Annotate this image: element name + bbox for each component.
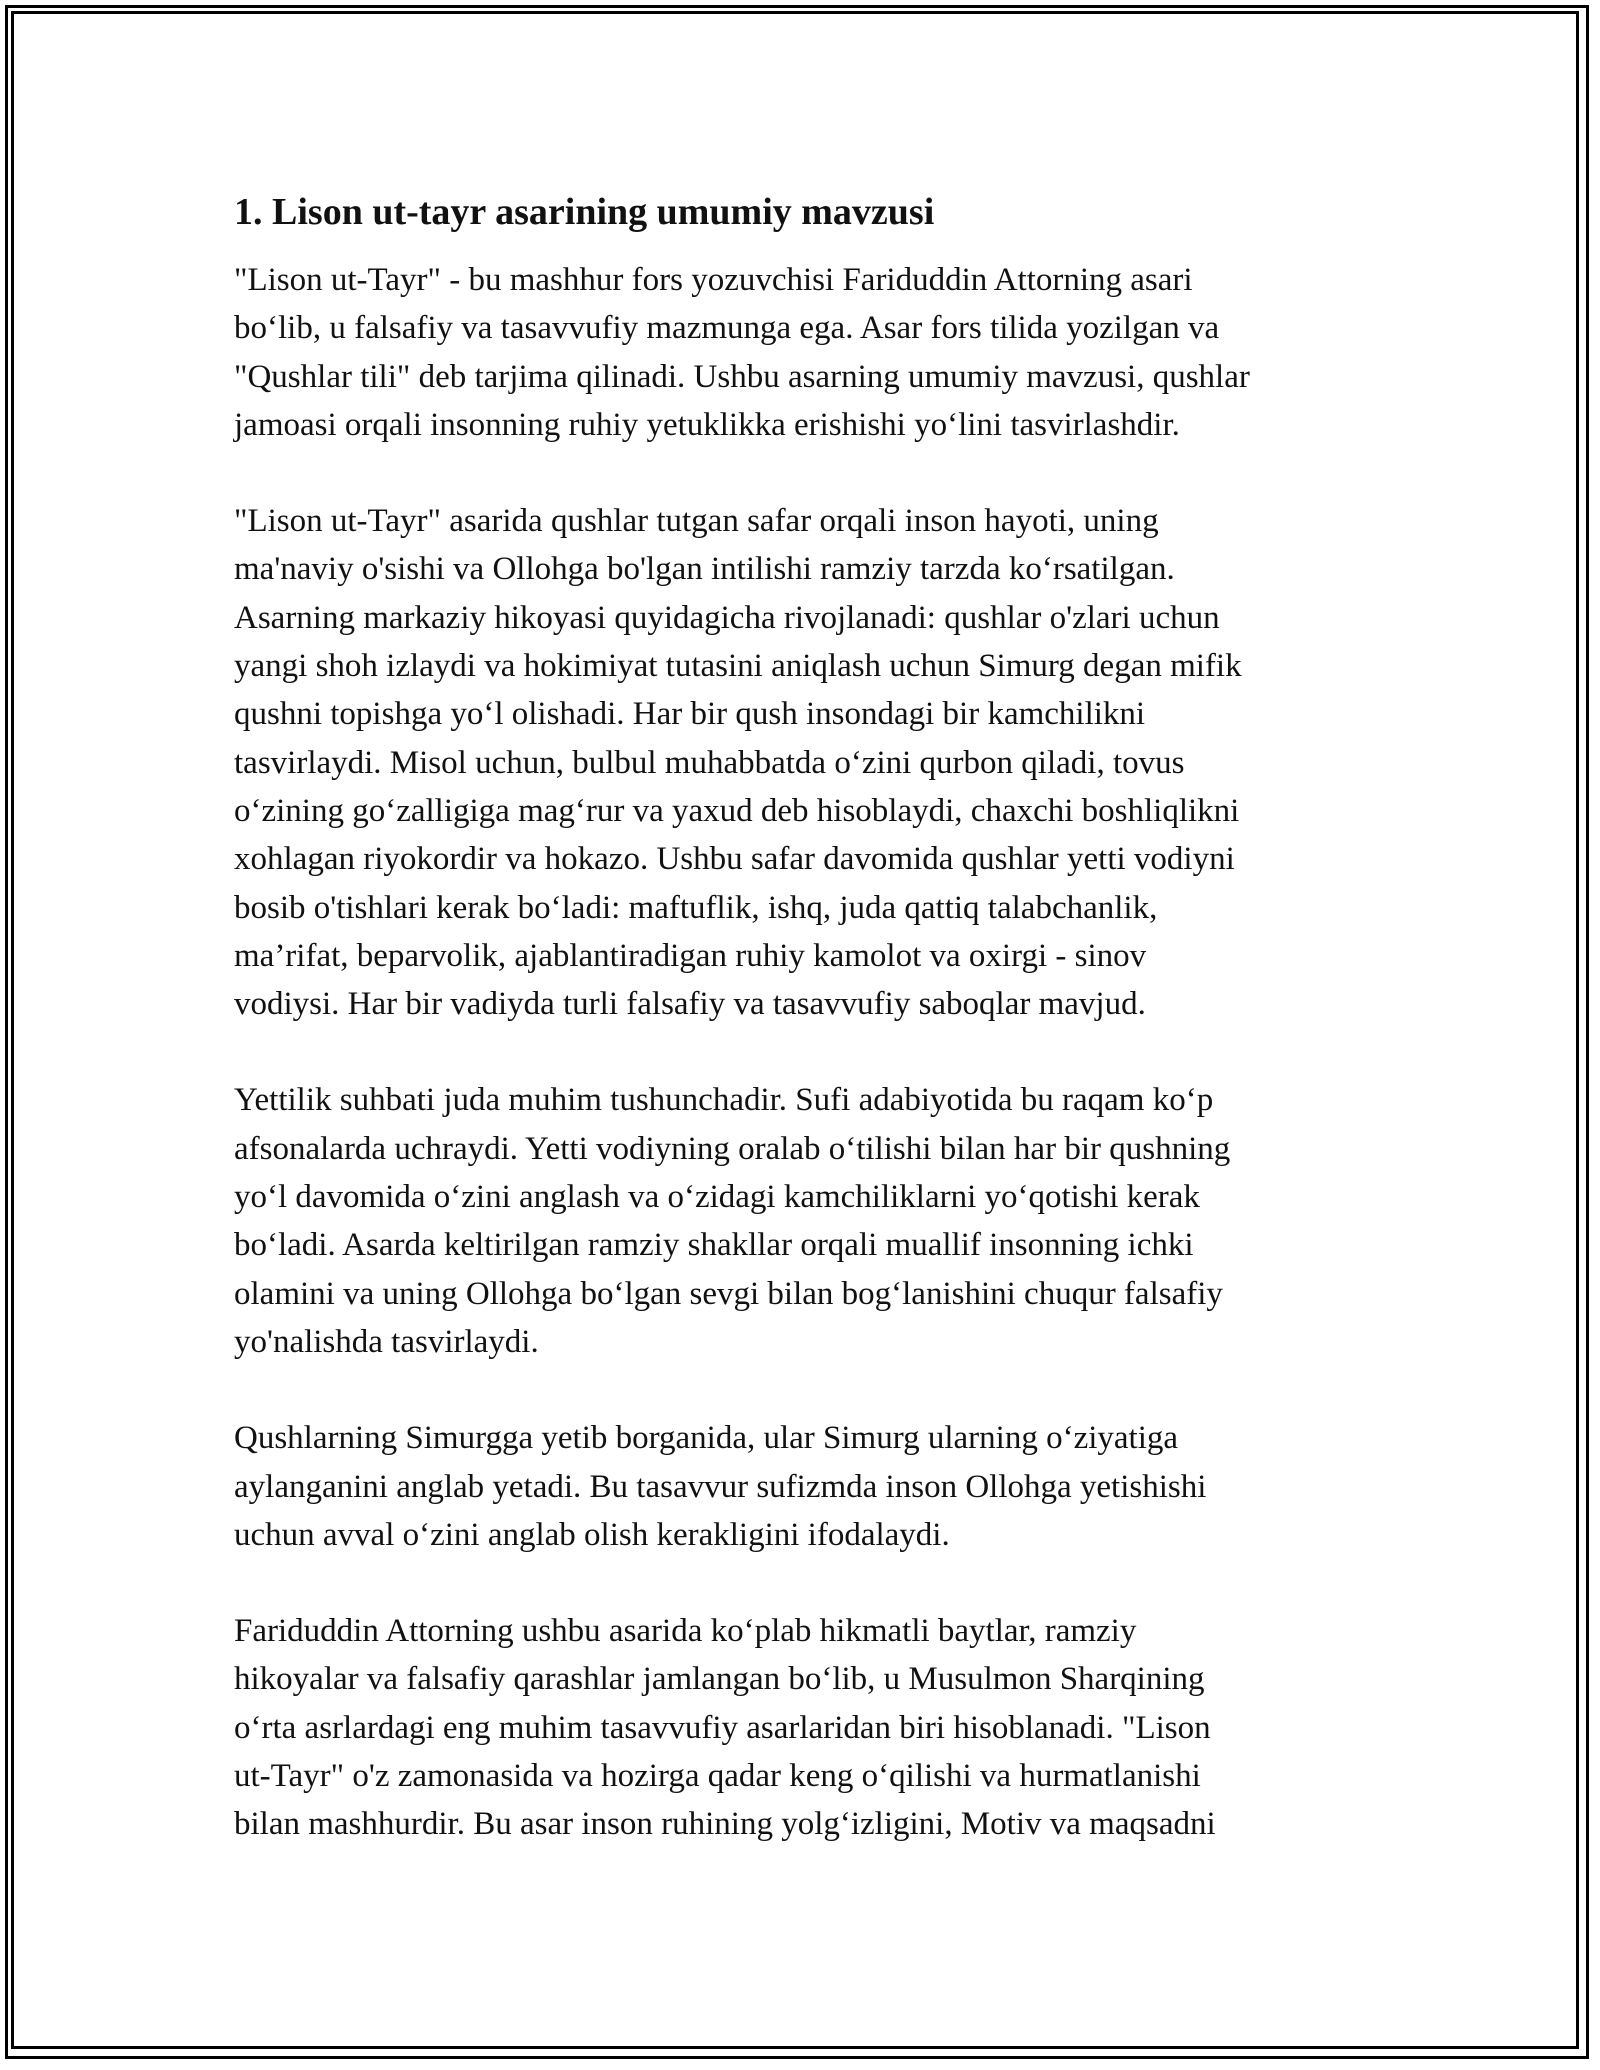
paragraph-line: bo‘ladi. Asarda keltirilgan ramziy shakllar orqali muallif insonning ichki — [234, 1227, 1194, 1264]
paragraph-line: hikoyalar va falsafiy qarashlar jamlangan bo‘lib, u Musulmon Sharqining — [234, 1661, 1205, 1698]
paragraph-line: ma’rifat, beparvolik, ajablantiradigan ruhiy kamolot va oxirgi - sinov — [234, 937, 1147, 974]
paragraph-line: uchun avval o‘zini anglab olish kerakligini ifodalaydi. — [234, 1516, 950, 1553]
paragraph-line: bo‘lib, u falsafiy va tasavvufiy mazmunga ega. Asar fors tilida yozilgan va — [234, 310, 1220, 347]
paragraph-line: bosib o'tishlari kerak bo‘ladi: maftuflik, ishq, juda qattiq talabchanlik, — [234, 889, 1158, 926]
paragraph-line: yangi shoh izlaydi va hokimiyat tutasini aniqlash uchun Simurg degan mifik — [234, 648, 1242, 685]
paragraph-line: xohlagan riyokordir va hokazo. Ushbu safar davomida qushlar yetti vodiyni — [234, 841, 1235, 878]
paragraph-line: Asarning markaziy hikoyasi quyidagicha rivojlanadi: qushlar o'zlari uchun — [234, 599, 1220, 636]
paragraph-line: o‘zining go‘zalligiga mag‘rur va yaxud deb hisoblaydi, chaxchi boshliqlikni — [234, 792, 1240, 829]
paragraph-line: bilan mashhurdir. Bu asar inson ruhining yolg‘izligini, Motiv va maqsadni — [234, 1806, 1216, 1843]
paragraph-line: aylanganini anglab yetadi. Bu tasavvur sufizmda inson Ollohga yetishishi — [234, 1468, 1207, 1505]
paragraph-line: Qushlarning Simurgga yetib borganida, ular Simurg ularning o‘ziyatiga — [234, 1420, 1179, 1457]
paragraph-line: qushni topishga yo‘l olishadi. Har bir qush insondagi bir kamchilikni — [234, 696, 1146, 733]
paragraph — [234, 1607, 1374, 1848]
paragraph-line: ut-Tayr" o'z zamonasida va hozirga qadar keng o‘qilishi va hurmatlanishi — [234, 1758, 1201, 1795]
paragraph-line: vodiysi. Har bir vadiyda turli falsafiy va tasavvufiy saboqlar mavjud. — [234, 986, 1146, 1023]
paragraph-list — [234, 256, 1374, 1849]
paragraph-line: yo'nalishda tasvirlaydi. — [234, 1323, 539, 1360]
paragraph-line: Fariduddin Attorning ushbu asarida ko‘plab hikmatli baytlar, ramziy — [234, 1613, 1137, 1650]
paragraph — [234, 497, 1374, 1028]
section-heading: 1. Lison ut-tayr asarining umumiy mavzusi — [234, 191, 935, 233]
paragraph — [234, 1076, 1374, 1366]
paragraph-line: ma'naviy o'sishi va Ollohga bo'lgan intilishi ramziy tarzda ko‘rsatilgan. — [234, 551, 1175, 588]
paragraph-line: "Lison ut-Tayr" - bu mashhur fors yozuvchisi Fariduddin Attorning asari — [234, 262, 1193, 298]
paragraph-line: jamoasi orqali insonning ruhiy yetuklikka erishishi yo‘lini tasvirlashdir. — [234, 406, 1180, 443]
paragraph — [234, 1414, 1374, 1559]
paragraph-line: afsonalarda uchraydi. Yetti vodiyning oralab o‘tilishi bilan har bir qushning — [234, 1130, 1231, 1167]
paragraph-line: Yettilik suhbati juda muhim tushunchadir. Sufi adabiyotida bu raqam ko‘p — [234, 1082, 1214, 1119]
paragraph-line: o‘rta asrlardagi eng muhim tasavvufiy asarlaridan biri hisoblanadi. "Lison — [234, 1709, 1211, 1746]
paragraph-line: "Qushlar tili" deb tarjima qilinadi. Ushbu asarning umumiy mavzusi, qushlar — [234, 358, 1250, 395]
paragraph-line: "Lison ut-Tayr" asarida qushlar tutgan safar orqali inson hayoti, uning — [234, 503, 1159, 540]
paragraph-line: olamini va uning Ollohga bo‘lgan sevgi bilan bog‘lanishini chuqur falsafiy — [234, 1275, 1223, 1312]
paragraph-line: tasvirlaydi. Misol uchun, bulbul muhabbatda o‘zini qurbon qiladi, tovus — [234, 744, 1185, 781]
paragraph — [234, 256, 1374, 449]
paragraph-line: yo‘l davomida o‘zini anglash va o‘zidagi kamchiliklarni yo‘qotishi kerak — [234, 1179, 1200, 1216]
document-body — [234, 188, 1374, 1897]
